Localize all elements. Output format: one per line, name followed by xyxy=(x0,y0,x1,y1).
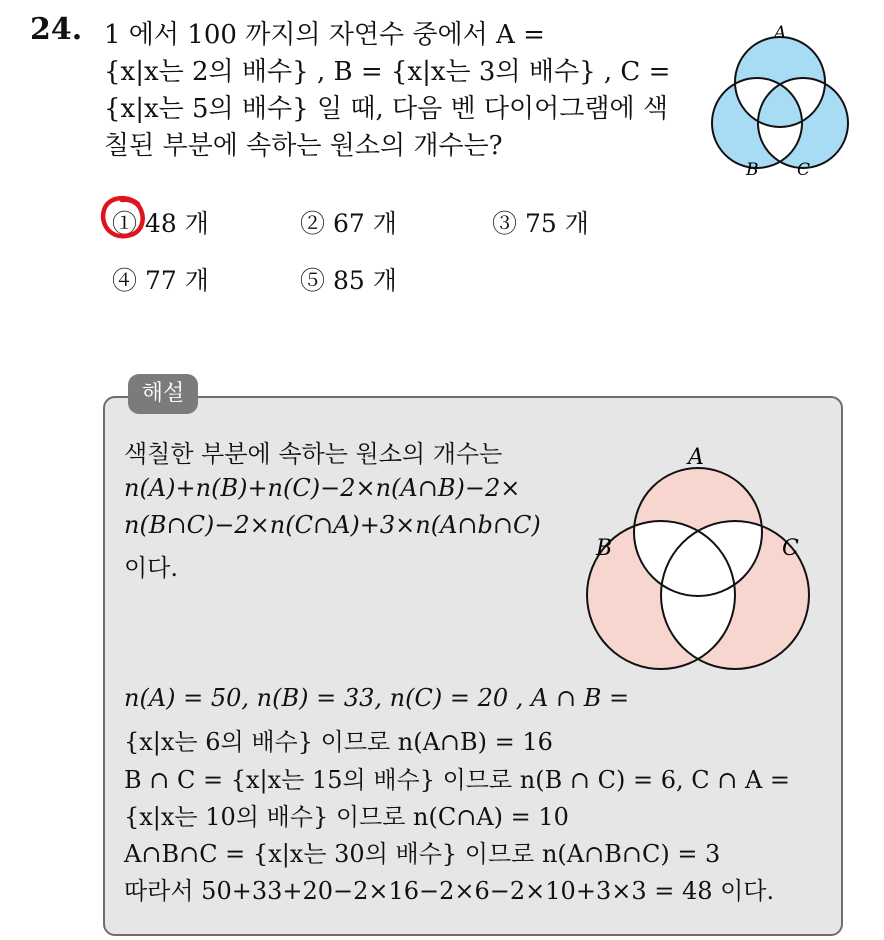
solution-tag: 해설 xyxy=(128,374,198,414)
choice-2[interactable]: ② 67 개 xyxy=(300,209,397,238)
choice-5[interactable]: ⑤ 85 개 xyxy=(300,266,397,295)
solution-body-line-2: {x|x는 6의 배수} 이므로 n(A∩B) = 16 xyxy=(124,728,553,756)
selected-answer-mark xyxy=(98,194,150,244)
question-line-4: 칠된 부분에 속하는 원소의 개수는? xyxy=(104,131,503,161)
solution-intro-line-2: n(A)+n(B)+n(C)−2×n(A∩B)−2× xyxy=(124,474,521,502)
question-venn-label-b: B xyxy=(746,160,759,180)
question-line-1: 1 에서 100 까지의 자연수 중에서 A = xyxy=(104,20,545,50)
solution-venn-label-a: A xyxy=(688,445,704,470)
question-venn-diagram xyxy=(700,20,860,185)
solution-body-line-5: A∩B∩C = {x|x는 30의 배수} 이므로 n(A∩B∩C) = 3 xyxy=(124,840,721,868)
question-line-3: {x|x는 5의 배수} 일 때, 다음 벤 다이어그램에 색 xyxy=(104,94,668,124)
solution-intro-line-3: n(B∩C)−2×n(C∩A)+3×n(A∩b∩C) xyxy=(124,511,541,539)
solution-body-line-1: n(A) = 50, n(B) = 33, n(C) = 20 , A ∩ B = xyxy=(124,684,630,712)
question-venn-label-a: A xyxy=(774,23,787,43)
question-line-2: {x|x는 2의 배수} , B = {x|x는 3의 배수} , C = xyxy=(104,57,671,87)
question-number: 24. xyxy=(30,12,83,47)
solution-venn-label-c: C xyxy=(782,536,799,561)
solution-venn-label-b: B xyxy=(596,536,613,561)
solution-intro-line-1: 색칠한 부분에 속하는 원소의 개수는 xyxy=(124,440,503,468)
solution-venn-diagram xyxy=(578,440,818,675)
question-venn-label-c: C xyxy=(797,160,811,180)
choice-4[interactable]: ④ 77 개 xyxy=(112,266,209,295)
choice-1[interactable]: ① 48 개 xyxy=(112,209,209,238)
solution-body-line-6: 따라서 50+33+20−2×16−2×6−2×10+3×3 = 48 이다. xyxy=(124,877,775,905)
solution-intro-line-4: 이다. xyxy=(124,554,178,582)
solution-body-line-3: B ∩ C = {x|x는 15의 배수} 이므로 n(B ∩ C) = 6, C ∩ A = xyxy=(124,766,791,794)
choice-3[interactable]: ③ 75 개 xyxy=(492,209,589,238)
solution-body-line-4: {x|x는 10의 배수} 이므로 n(C∩A) = 10 xyxy=(124,803,569,831)
